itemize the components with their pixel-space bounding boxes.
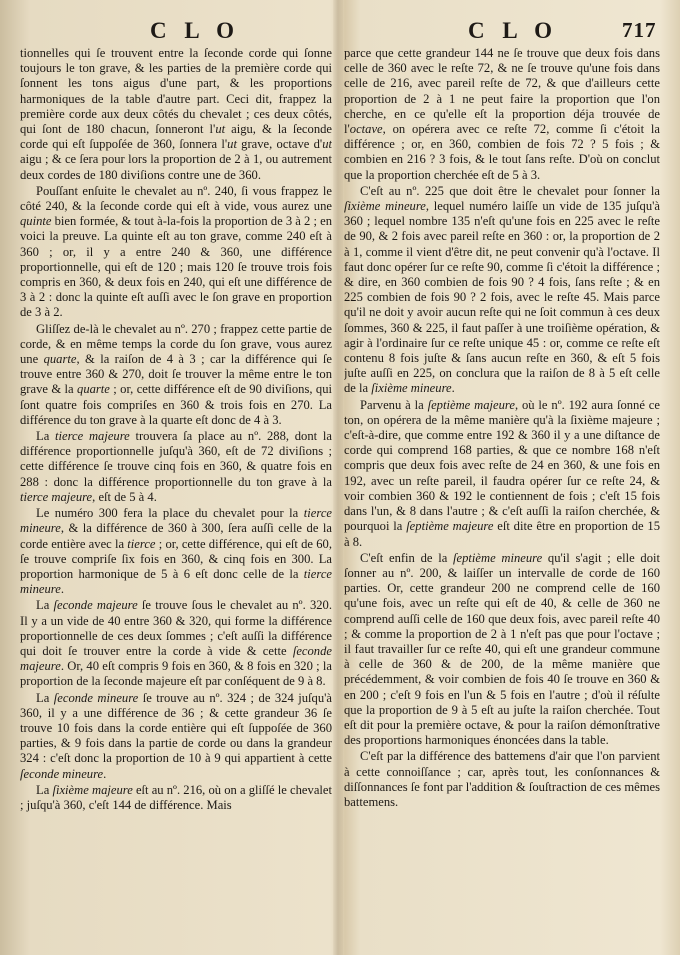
italic-text: tierce mineure [20,566,332,597]
italic-text: tierce mineure [20,506,332,536]
italic-text: quinte [20,214,52,229]
text-run: Le numéro 300 fera la place du chevalet pour la [36,506,304,521]
italic-text: ſixième mineure [344,199,426,214]
text-run: grave, octave d' [236,137,323,152]
text-run: ; or, cette différence eſt de 90 diviſions, qui ſont quatre fois compriſes en 360 & trois fois en 270. La différence du ton grave à la quarte eſt donc de 4 à 3. [20,382,332,427]
paragraph [344,749,660,810]
text-run: . [103,766,107,781]
text-run: Parvenu à la [360,397,428,412]
italic-text: quarte [77,382,110,397]
page-number: 717 [622,18,657,42]
text-run: ſe trouve ſous le chevalet au nº. 320. Il y a un vide de 40 entre 360 & 320, qui forme la différence proportionnelle de ces deux ſommes ; c'eſt auſſi la différence qui doit ſe trouver entre la corde à vide & cette [20,598,332,658]
left-text-column [20,46,332,948]
paragraph [20,429,332,505]
paragraph [20,184,332,321]
text-run: La [36,690,54,705]
text-run: eſt dite être en proportion de 15 à 8. [344,519,660,549]
text-run: ſe trouve au nº. 324 ; de 324 juſqu'à 360, il y a une différence de 36 ; & cette grandeur 36 ſe trouve 10 fois dans la corde entière qui eſt ſuppoſée de 360 parties, & 9 fois dans la partie de corde ou dans la grandeur 324 : c'eſt donc la proportion de 10 à 9 qui appartient à cette [20,690,332,766]
text-run: , où le nº. 192 aura ſonné ce ton, on opérera de la même manière qu'à la ſixième majeure ; c'eſt-à-dire, que comme entre 192 & 360 il y a une diſtance de corde qui comprend 168 parties, & que ce nombre 168 n'eſt compris que deux fois avec reſte de 24 en 360, & une fois en 192, avec un reſte pareil, il faudra opérer ſur ce reſte 24, & voir combien 360 & 192 le contiennent de fois ; c'eſt 15 fois dans l'un, & 8 dans l'autre ; & c'eſt auſſi la raiſon cherchée, & pourquoi la [344,397,660,534]
text-run: tionnelles qui ſe trouvent entre la ſeconde corde qui ſonne toujours le ton grave, & les parties de la première corde qui ſonnent les tons aigus d'une part, & les proportions harmoniques de la table d'autre part. Ceci dit, frappez la première corde aux deux côtés du chevalet ; ces deux côtés, qui ſont de 180 chacun, ſonneront l' [20,46,332,137]
italic-text: ſeptième mineure [453,550,543,565]
text-run: aigu ; & ce ſera pour lors la proportion de 2 à 1, ou autrement deux cordes de 180 diviſions contre une de 360. [20,152,332,182]
paragraph [20,46,332,183]
text-run: eſt au nº. 216, où on a gliſſé le chevalet ; juſqu'à 360, c'eſt 144 de différence. Mais [20,782,332,812]
paragraph [344,184,660,397]
italic-text: ſeconde mineure [20,766,104,781]
text-run: , eſt de 5 à 4. [92,489,157,504]
italic-text: ut [215,122,226,137]
italic-text: ut [322,137,332,152]
italic-text: ſeptième majeure [427,397,515,412]
text-run: C'eſt enfin de la [360,550,454,565]
text-run: , & la raiſon de 4 à 3 ; car la différence qui ſe trouve entre 360 & 270, doit ſe trouver la même entre le ton grave & la [20,352,332,397]
paragraph [344,551,660,749]
paragraph [20,322,332,428]
paragraph [20,783,332,813]
italic-text: tierce [127,536,156,551]
italic-text: ſixième mineure [371,381,452,396]
text-run: . [451,381,455,396]
italic-text: ſeconde majeure [53,598,138,613]
text-run: . Or, 40 eſt compris 9 fois en 360, & 8 fois en 320 ; la proportion de la ſeconde majeure eſt par conſéquent de 9 à 8. [20,659,332,689]
text-run: aigu, & la ſeconde corde qui eſt ſuppoſée de 360, ſonnera l' [20,122,332,152]
text-run: Gliſſez de-là le chevalet au nº. 270 ; frappez cette partie de corde, & en même temps la corde du ſon grave, vous aurez une [20,321,332,367]
running-head-right: C L O [468,18,559,43]
paragraph [20,691,332,782]
italic-text: ſixième majeure [52,782,133,797]
italic-text: ſeptième majeure [406,519,494,534]
text-run: . [60,582,64,597]
text-run: trouvera ſa place au nº. 288, dont la différence proportionnelle juſqu'à 360, eſt de 72 diviſions ; cette différence ſe trouve cinq fois en 360, & quatre fois en 288 : donc la différence proportionnelle du ton grave à la [20,429,332,489]
text-run: Pouſſant enſuite le chevalet au nº. 240, ſi vous frappez le côté 240, & la ſeconde corde qui eſt à vide, vous aurez une [20,183,332,214]
text-run: La [36,429,56,444]
italic-text: tierce majeure [20,489,93,504]
text-run: bien formée, & tout à-la-fois la proportion de 3 à 2 ; en voici la preuve. La quinte eſt au ton grave, comme 240 eſt à 360 ; or, il y a entre 240 & 360, une différence proportionnelle, qui eſt de 120 ; mais 120 ſe trouve trois fois compris en 360, & deux fois en 240, qui eſt une différence de 3 à 2 : donc la quinte eſt auſſi avec le ſon grave en proportion de 3 à 2. [20,214,332,320]
italic-text: ut [227,137,237,152]
text-run: , lequel numéro laiſſe un vide de 135 juſqu'à 360 ; lequel nombre 135 n'eſt qu'une fois en 225 avec le reſte de 90, & 2 fois avec pareil reſte en 360 : or, la proportion de 2 à 1, comme il vient d'être dit, ne peut convenir qu'à l'octave. Il faut donc opérer ſur ce reſte 90, comme ſi c'étoit la différence ; & dire, en 360 combien de fois 90 ? 4 fois, ſans reſte ; & en 225 combien de fois 90 ? 2 fois, avec le reſte 45. Mais parce qu'il ne doit y avoir aucun reſte qui ne ſoit commun à ces deux ſommes, 360 & 225, il faut paſſer à une troiſième opération, & agir à l'ordinaire ſur ce reſte unique 45 : or, comme ce reſte eſt contenu 8 fois juſte & ſans aucun reſte en 360, & eſt 5 fois juſte auſſi en 225, on conclura que la raiſon de 8 à 5 eſt celle de la [344,199,660,396]
italic-text: quarte [43,352,77,367]
italic-text: octave [349,122,383,137]
text-run: C'eſt au nº. 225 que doit être le chevalet pour ſonner la [360,183,660,198]
text-run: ; or, cette différence, qui eſt de 60, ſe trouve compriſe ſix fois en 360, & cinq fois en 300. La proportion harmonique de 5 à 6 eſt donc celle de la [20,536,332,581]
italic-text: ſeconde majeure [20,643,332,674]
paragraph [20,598,332,689]
text-run: , & la différence de 360 à 300, ſera auſſi celle de la corde entière avec la [20,521,332,551]
text-run: , on opérera avec ce reſte 72, comme ſi c'étoit la différence ; or, en 360, combien de fois 72 ? 5 fois ; & combien en 216 ? 3 fois, & le tout ſans reſte. D'où on conclut que la proportion cherchée eſt de 5 à 3. [344,122,660,182]
italic-text: tierce majeure [55,429,130,444]
paragraph [20,506,332,597]
text-run: qu'il s'agit ; elle doit ſonner au nº. 200, & laiſſer un intervalle de corde de 160 parties. Or, cette grandeur 200 ne comprend celle de 160 qu'une fois, avec un reſte qui eſt de 40, & celle de 360 ne comprend auſſi celle de 160 que deux fois, avec pareil reſte 40 ; & comme la proportion de 2 à 1 n'eſt pas que pour l'octave ; il faut travailler ſur ce reſte 40, qui eſt une grandeur commune à celle de 360 & de 200, de la même manière que précédemment, & voir combien de fois 40 ſe trouve en 360 & en 200 ; c'eſt 9 fois en l'un & 5 fois en l'autre ; d'où il réſulte que la proportion de 9 à 5 eſt au juſte la raiſon cherchée. Tout eſt dit pour la première octave, & pour la raiſon démonſtrative des proportions harmoniques énoncées dans la table. [344,550,660,748]
page-gutter-shadow [333,0,343,955]
paragraph [344,398,660,550]
paragraph [344,46,660,183]
running-head-left: C L O [150,18,241,43]
italic-text: ſeconde mineure [53,690,139,705]
text-run: C'eſt par la différence des battemens d'air que l'on parvient à cette connoiſſance ; car, après tout, les conſonnances & diſſonnances ſe font par l'addition & ſouſtraction de ces mêmes battemens. [344,749,660,809]
text-run: parce que cette grandeur 144 ne ſe trouve que deux fois dans celle de 360 avec le reſte 72, & ne ſe trouve qu'une fois dans celle de 216, avec pareil reſte de 72, & que d'ailleurs cette proportion de 2 à 1 ne peut faire la proportion que l'on cherche, en ce qu'elle eſt la proportion déja trouvée de l' [344,46,660,137]
text-run: La [36,782,53,797]
text-run: La [36,598,54,613]
right-text-column [344,46,660,948]
